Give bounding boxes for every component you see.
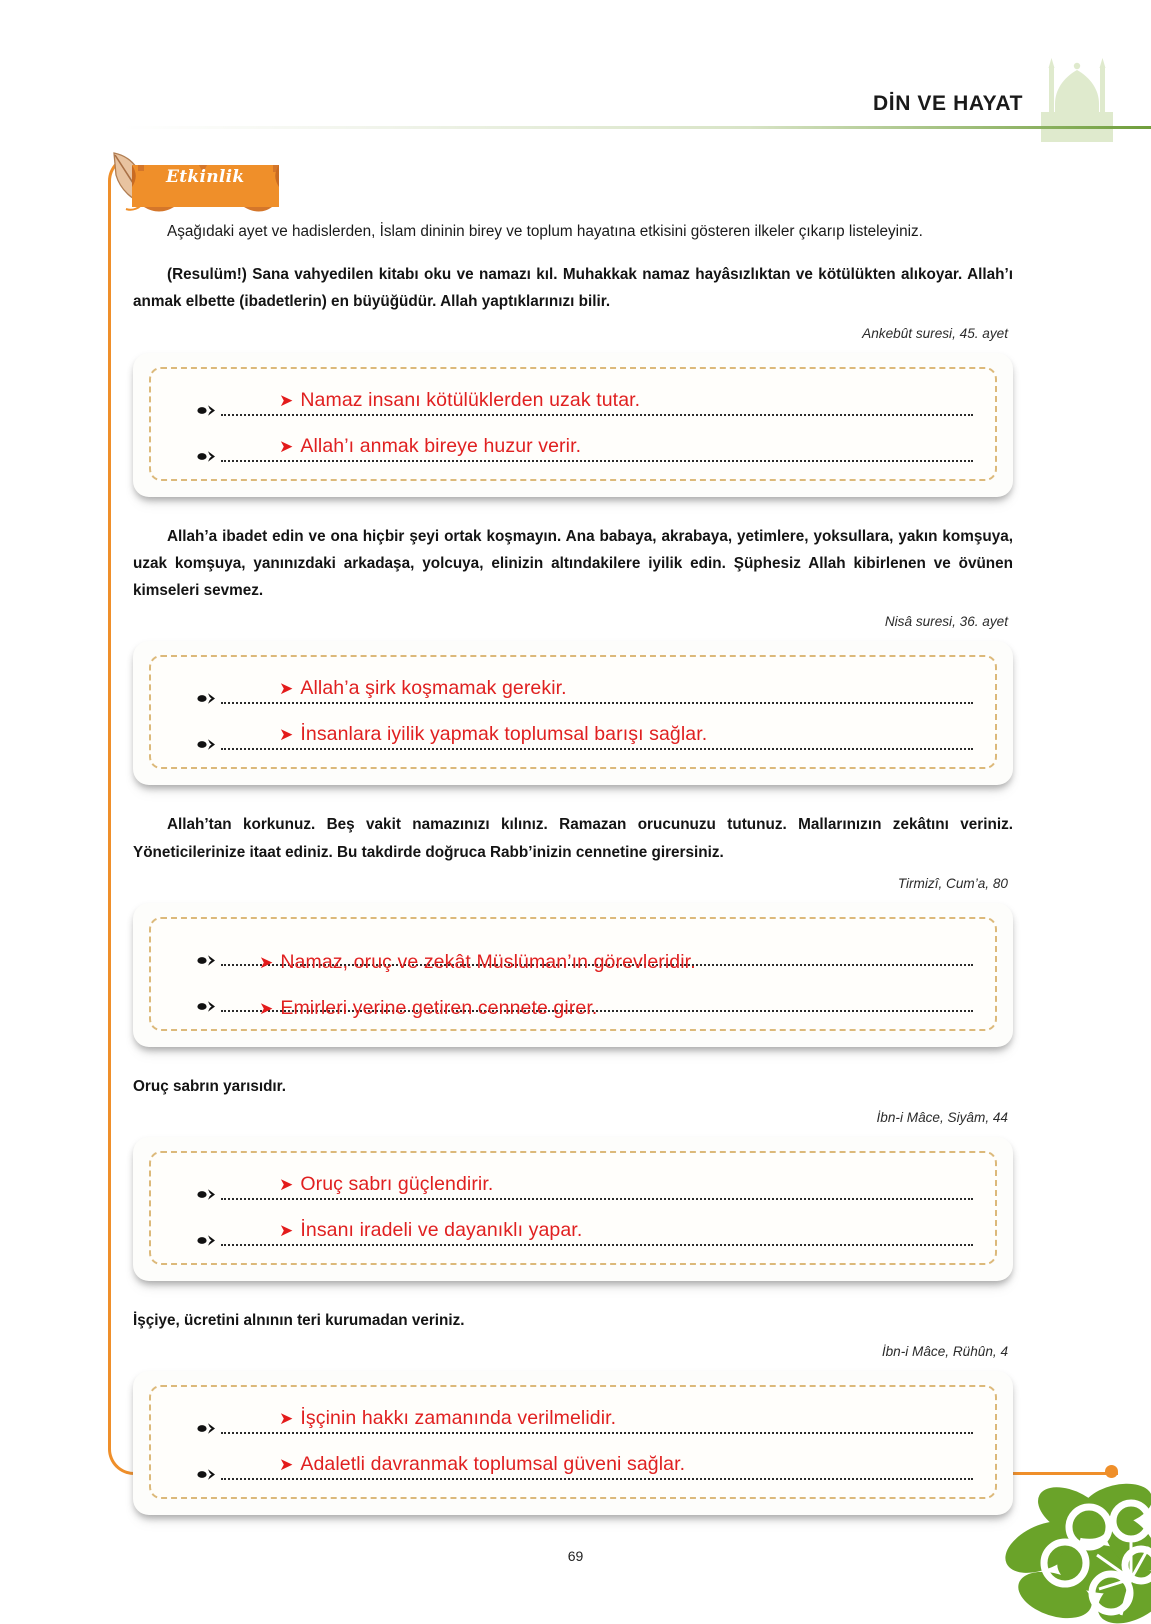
writing-rule: [221, 1198, 973, 1200]
answer-line[interactable]: [167, 1443, 979, 1489]
answer-line[interactable]: [167, 713, 979, 759]
answer-body: Allah’a şirk koşmamak gerekir.: [300, 677, 567, 700]
worksheet-content: [133, 218, 1013, 1541]
answer-line[interactable]: [167, 1397, 979, 1443]
answer-text[interactable]: [279, 389, 640, 412]
pen-nib-bullet-icon: [197, 954, 219, 967]
source-citation: İbn-i Mâce, Siyâm, 44: [876, 1109, 1008, 1125]
page-title: DİN VE HAYAT: [873, 92, 1023, 115]
answer-dashed-area: [149, 367, 997, 481]
writing-rule: [221, 1244, 973, 1246]
answer-dashed-area: [149, 917, 997, 1031]
writing-rule: [221, 702, 973, 704]
pen-nib-bullet-icon: [197, 1000, 219, 1013]
pen-nib-bullet-icon: [197, 404, 219, 417]
answer-text[interactable]: [279, 1407, 616, 1430]
mosque-icon: [1031, 52, 1123, 148]
source-citation: Tirmizî, Cum’a, 80: [897, 875, 1008, 891]
answer-body: Namaz, oruç ve zekât Müslüman’ın görevleridir.: [280, 950, 696, 973]
writing-rule: [221, 1478, 973, 1480]
instructions-text: Aşağıdaki ayet ve hadislerden, İslam dininin birey ve toplum hayatına etkisini gösteren ilkeler çıkarıp listeleyiniz.: [167, 223, 923, 240]
answer-card: [133, 1371, 1013, 1515]
answer-dashed-area: [149, 655, 997, 769]
header-divider: [91, 126, 1151, 129]
answer-body: İnsanlara iyilik yapmak toplumsal barışı sağlar.: [300, 723, 708, 746]
sections-container: [133, 261, 1013, 1515]
answer-line[interactable]: [167, 667, 979, 713]
answer-line[interactable]: [167, 379, 979, 425]
green-leaf-rosette-icon: [981, 1469, 1151, 1624]
answer-arrow-icon: ➤: [279, 1174, 294, 1194]
answer-arrow-icon: ➤: [279, 725, 294, 745]
pen-nib-bullet-icon: [197, 450, 219, 463]
answer-body: Allah’ı anmak bireye huzur verir.: [300, 434, 582, 457]
answer-body: İşçinin hakkı zamanında verilmelidir.: [300, 1407, 617, 1430]
answer-dashed-area: [149, 1385, 997, 1499]
pen-nib-bullet-icon: [197, 1422, 219, 1435]
answer-body: İnsanı iradeli ve dayanıklı yapar.: [300, 1218, 583, 1241]
answer-arrow-icon: ➤: [279, 1455, 294, 1475]
writing-rule: [221, 748, 973, 750]
source-citation: İbn-i Mâce, Rühûn, 4: [881, 1344, 1008, 1360]
writing-rule: [221, 1432, 973, 1434]
pen-nib-bullet-icon: [197, 1188, 219, 1201]
answer-text[interactable]: [259, 951, 696, 974]
answer-text[interactable]: [279, 435, 581, 458]
etkinlik-banner: [104, 145, 294, 217]
answer-line[interactable]: [167, 975, 979, 1021]
answer-arrow-icon: ➤: [259, 998, 274, 1018]
quote-text: İşçiye, ücretini alnının teri kurumadan veriniz.: [133, 1311, 465, 1329]
answer-dashed-area: [149, 1151, 997, 1265]
pen-nib-bullet-icon: [197, 738, 219, 751]
answer-body: Adaletli davranmak toplumsal güveni sağlar.: [300, 1453, 686, 1476]
answer-line[interactable]: [167, 1209, 979, 1255]
pen-nib-bullet-icon: [197, 1234, 219, 1247]
answer-text[interactable]: [259, 997, 597, 1020]
answer-arrow-icon: ➤: [279, 1220, 294, 1240]
answer-line[interactable]: [167, 929, 979, 975]
answer-card: [133, 903, 1013, 1047]
answer-body: Namaz insanı kötülüklerden uzak tutar.: [300, 388, 641, 411]
answer-text[interactable]: [279, 1219, 582, 1242]
answer-line[interactable]: [167, 425, 979, 471]
answer-arrow-icon: ➤: [279, 1409, 294, 1429]
answer-card: [133, 1137, 1013, 1281]
answer-arrow-icon: ➤: [279, 390, 294, 410]
pen-nib-bullet-icon: [197, 692, 219, 705]
writing-rule: [221, 414, 973, 416]
page-number: 69: [567, 1548, 584, 1564]
quote-text: Oruç sabrın yarısıdır.: [133, 1077, 287, 1095]
answer-text[interactable]: [279, 677, 567, 700]
answer-text[interactable]: [279, 1453, 685, 1476]
quote-text: (Resulüm!) Sana vahyedilen kitabı oku ve namazı kıl. Muhakkak namaz hayâsızlıktan ve kötülükten alıkoyar. Allah’ı anmak elbette (ibadetlerin) en büyüğüdür. Allah yaptıklarınızı bilir.: [133, 266, 1013, 311]
answer-arrow-icon: ➤: [259, 952, 274, 972]
quote-text: Allah’a ibadet edin ve ona hiçbir şeyi ortak koşmayın. Ana babaya, akrabaya, yetimlere, yoksullara, yakın komşuya, uzak komşuya, yanınızdaki arkadaşa, yolcuya, elinizin altındakilere iyilik edin. Şüphesiz Allah kibirlenen ve övünen kimseleri sevmez.: [133, 527, 1013, 600]
answer-body: Oruç sabrı güçlendirir.: [300, 1172, 494, 1195]
answer-line[interactable]: [167, 1163, 979, 1209]
answer-card: [133, 353, 1013, 497]
writing-rule: [221, 460, 973, 462]
answer-arrow-icon: ➤: [279, 436, 294, 456]
answer-text[interactable]: [279, 1173, 493, 1196]
answer-body: Emirleri yerine getiren cennete girer.: [280, 996, 598, 1019]
source-citation: Nisâ suresi, 36. ayet: [884, 614, 1008, 630]
answer-arrow-icon: ➤: [279, 679, 294, 699]
source-citation: Ankebût suresi, 45. ayet: [862, 325, 1008, 341]
answer-card: [133, 641, 1013, 785]
pen-nib-bullet-icon: [197, 1468, 219, 1481]
answer-text[interactable]: [279, 723, 707, 746]
quote-text: Allah’tan korkunuz. Beş vakit namazınızı kılınız. Ramazan orucunuzu tutunuz. Mallarınızın zekâtını veriniz. Yöneticilerinize itaat ediniz. Bu takdirde doğruca Rabb’inizin cennetine girersiniz.: [133, 816, 1013, 861]
etkinlik-label: Etkinlik: [166, 167, 245, 187]
